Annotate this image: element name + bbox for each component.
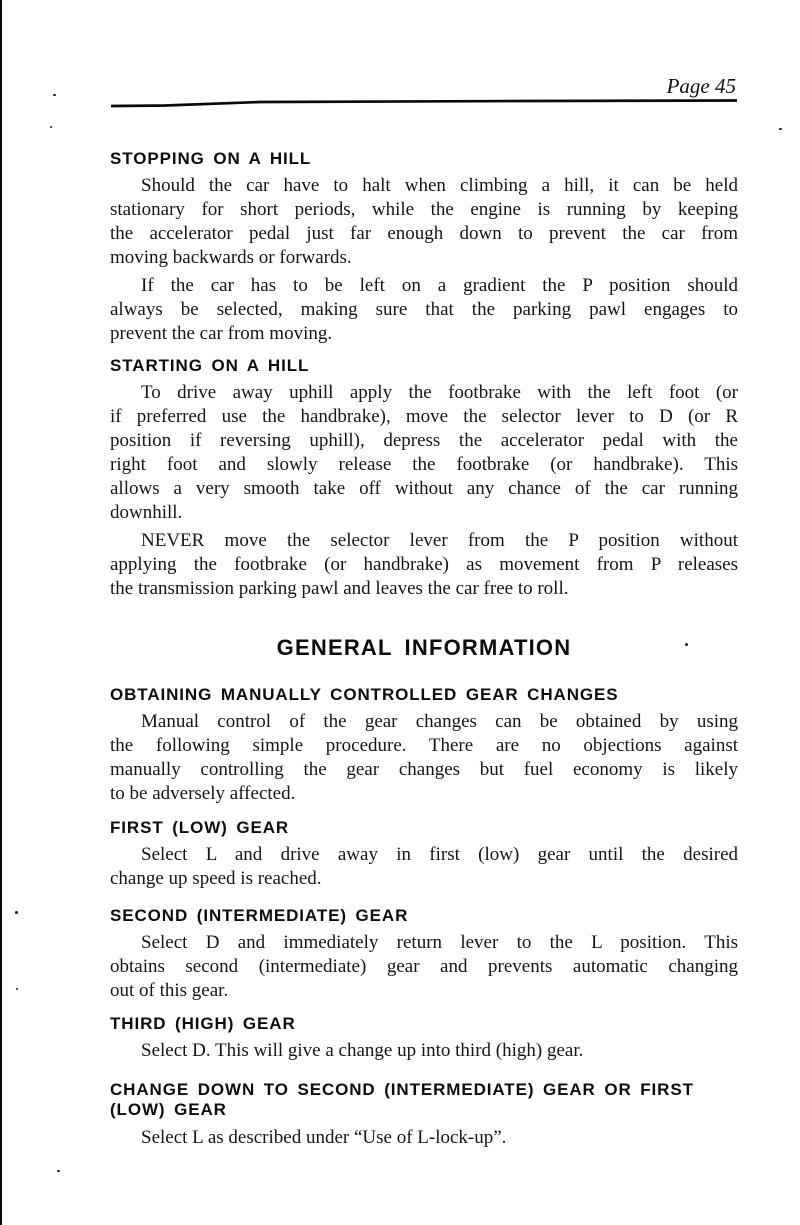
paragraph: [110, 1126, 738, 1150]
text-line: If the car has to be left on a gradient the P position should: [141, 275, 738, 296]
section-heading-obtaining-manual-gear-changes: OBTAINING MANUALLY CONTROLLED GEAR CHANGES: [110, 685, 619, 704]
paragraph: [110, 1039, 738, 1063]
paragraph: [110, 843, 738, 891]
text-line: prevent the car from moving.: [110, 323, 333, 344]
paragraph: [110, 174, 738, 270]
text-line: always be selected, making sure that the parking pawl engages to: [110, 299, 738, 320]
text-line: NEVER move the selector lever from the P position without: [141, 530, 738, 551]
text-line: Select D and immediately return lever to the L position. This: [141, 932, 738, 953]
text-block: [110, 0, 738, 1150]
text-line: Select L as described under “Use of L-lock-up”.: [141, 1127, 507, 1148]
ink-speck: [16, 988, 18, 990]
text-line: To drive away uphill apply the footbrake with the left foot (or: [141, 382, 738, 403]
text-line: Select L and drive away in first (low) gear until the desired: [141, 844, 738, 865]
paragraph: [110, 710, 738, 806]
ink-speck: [15, 911, 18, 914]
text-line: Select D. This will give a change up into third (high) gear.: [141, 1040, 584, 1061]
ink-speck: [50, 126, 52, 128]
text-line: to be adversely affected.: [110, 783, 296, 804]
heading-line: CHANGE DOWN TO SECOND (INTERMEDIATE) GEAR OR FIRST: [110, 1080, 694, 1099]
ink-speck: [53, 94, 56, 96]
text-line: manually controlling the gear changes but fuel economy is likely: [110, 759, 738, 780]
ink-speck: [57, 1170, 60, 1172]
paragraph: [110, 381, 738, 525]
text-line: applying the footbrake (or handbrake) as movement from P releases: [110, 554, 738, 575]
paragraph: [110, 529, 738, 601]
text-line: if preferred use the handbrake), move the selector lever to D (or R: [110, 406, 738, 427]
document-title: GENERAL INFORMATION: [276, 635, 572, 660]
text-line: stationary for short periods, while the engine is running by keeping: [110, 199, 738, 220]
header-rule: [110, 98, 738, 108]
text-line: Should the car have to halt when climbing a hill, it can be held: [141, 175, 738, 196]
text-line: allows a very smooth take off without any chance of the car running: [110, 478, 738, 499]
text-line: the transmission parking pawl and leaves the car free to roll.: [110, 578, 569, 599]
text-line: the following simple procedure. There are no objections against: [110, 735, 738, 756]
text-line: position if reversing uphill), depress the accelerator pedal with the: [110, 430, 738, 451]
text-line: change up speed is reached.: [110, 868, 322, 889]
text-line: right foot and slowly release the footbrake (or handbrake). This: [110, 454, 738, 475]
heading-line: (LOW) GEAR: [110, 1100, 227, 1119]
text-line: obtains second (intermediate) gear and prevents automatic changing: [110, 956, 738, 977]
text-line: downhill.: [110, 502, 183, 523]
text-line: moving backwards or forwards.: [110, 247, 352, 268]
section-heading-first-low-gear: FIRST (LOW) GEAR: [110, 818, 290, 837]
section-heading-third-high-gear: THIRD (HIGH) GEAR: [110, 1014, 296, 1033]
scan-edge-line: [0, 0, 2, 1225]
page-number: Page 45: [666, 74, 736, 98]
paragraph: [110, 274, 738, 346]
paragraph: [110, 931, 738, 1003]
section-heading-stopping-on-a-hill: STOPPING ON A HILL: [110, 149, 312, 168]
section-heading-starting-on-a-hill: STARTING ON A HILL: [110, 356, 310, 375]
ink-speck: [779, 128, 782, 130]
section-heading-second-intermediate-gear: SECOND (INTERMEDIATE) GEAR: [110, 906, 409, 925]
text-line: Manual control of the gear changes can be obtained by using: [141, 711, 738, 732]
text-line: out of this gear.: [110, 980, 229, 1001]
section-heading-change-down: [110, 1080, 738, 1120]
text-line: the accelerator pedal just far enough down to prevent the car from: [110, 223, 738, 244]
